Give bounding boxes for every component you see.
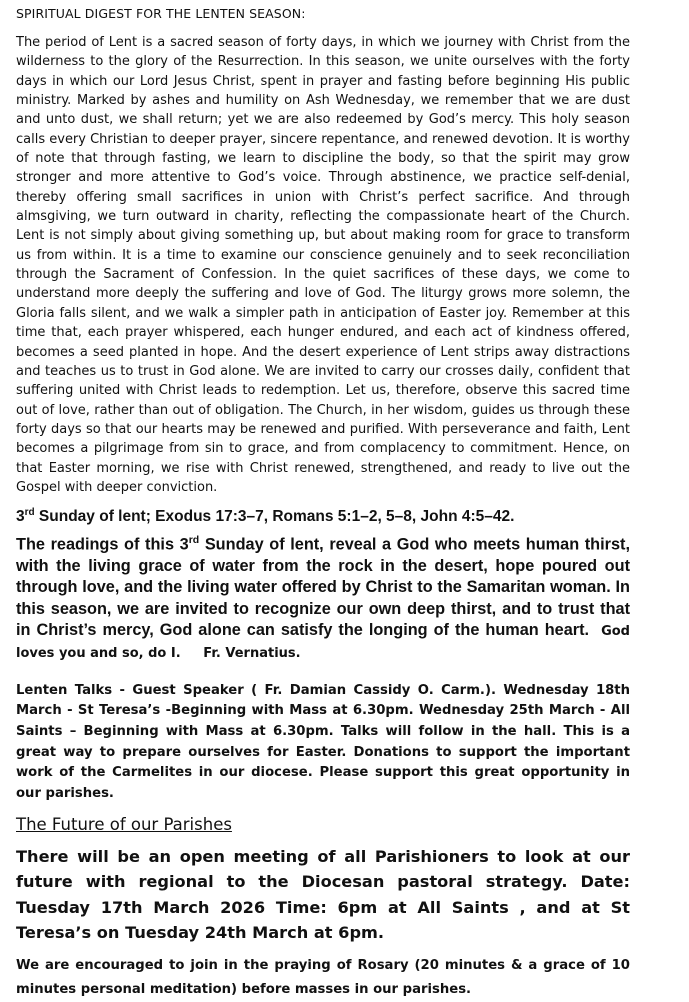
sunday-number: 3 — [16, 508, 25, 526]
bulletin-page — [16, 6, 630, 1002]
sunday-readings-heading — [16, 507, 630, 526]
future-parishes-title: The Future of our Parishes — [16, 814, 232, 834]
reflection-text: Sunday of lent, reveal a God who meets human thirst, with the living grace of water from the rock in the desert, hope poured out through love, and the living water offered by Christ to the Samaritan woman. In this season, we are invited to recognize our own deep thirst, and to trust that in Christ’s mercy, God alone can satisfy the longing of the human heart. — [16, 535, 630, 640]
reflection-ordinal: rd — [188, 534, 200, 547]
sign-off: God loves you and so, do I. — [16, 624, 630, 662]
sunday-ordinal: rd — [24, 507, 35, 519]
rosary-notice: We are encouraged to join in the praying of Rosary (20 minutes & a grace of 10 minutes personal meditation) before masses in our parishes. — [16, 957, 630, 997]
reflection-intro: The readings of this 3 — [16, 535, 189, 554]
digest-title: SPIRITUAL DIGEST FOR THE LENTEN SEASON: — [16, 6, 306, 21]
digest-body: The period of Lent is a sacred season of forty days, in which we journey with Christ from the wilderness to the glory of the Resurrection. In this season, we unite ourselves with the forty days in which our Lord Jesus Christ, spent in prayer and fasting before beginning His public ministry. Marked by ashes and humility on Ash Wednesday, we remember that we are dust and unto dust, we shall return; yet we are also redeemed by God’s mercy. This holy season calls every Christian to deeper prayer, sincere repentance, and renewed devotion. It is worthy of note that through fasting, we learn to discipline the body, so that the spirit may grow stronger and more attentive to God’s voice. Through abstinence, we practice self-denial, thereby offering small sacrifices in union with Christ’s perfect sacrifice. And through almsgiving, we turn outward in charity, reflecting the compassionate heart of the Church. Lent is not simply about giving something up, but about making room for grace to transform us from within. It is a time to examine our conscience genuinely and to seek reconciliation through the Sacrament of Confession. In the quiet sacrifices of these days, we come to understand more deeply the suffering and love of God. The liturgy grows more solemn, the Gloria falls silent, and we walk a simpler path in anticipation of Easter joy. Remember at this time that, each prayer whispered, each hunger endured, and each act of kindness offered, becomes a seed planted in hope. And the desert experience of Lent strips away distractions and teaches us to trust in God alone. We are invited to carry our crosses daily, confident that suffering united with Christ leads to redemption. Let us, therefore, observe this sacred time out of love, rather than out of obligation. The Church, in her wisdom, guides us through these forty days so that our hearts may be renewed and purified. With perseverance and faith, Lent becomes a pilgrimage from sin to grace, and from complacency to commitment. Hence, on that Easter morning, we rise with Christ renewed, strengthened, and ready to live out the Gospel with deeper conviction. — [16, 35, 630, 495]
sunday-heading-text: Sunday of lent; Exodus 17:3–7, Romans 5:1–2, 5–8, John 4:5–42. — [34, 508, 515, 526]
lenten-talks-notice: Lenten Talks - Guest Speaker ( Fr. Damian Cassidy O. Carm.). Wednesday 18th March - St Teresa’s -Beginning with Mass at 6.30pm. Wednesday 25th March - All Saints – Beginning with Mass at 6.30pm. Talks will follow in the hall. This is a great way to prepare ourselves for Easter. Donations to support the important work of the Carmelites in our diocese. Please support this great opportunity in our parishes. — [16, 682, 630, 802]
sunday-reflection — [16, 530, 630, 664]
open-meeting-notice: There will be an open meeting of all Parishioners to look at our future with regional to the Diocesan pastoral strategy. Date: Tuesday 17th March 2026 Time: 6pm at All Saints , and at St Teresa’s on Tuesday 24th March at 6pm. — [16, 846, 630, 943]
signature: Fr. Vernatius. — [203, 646, 301, 662]
